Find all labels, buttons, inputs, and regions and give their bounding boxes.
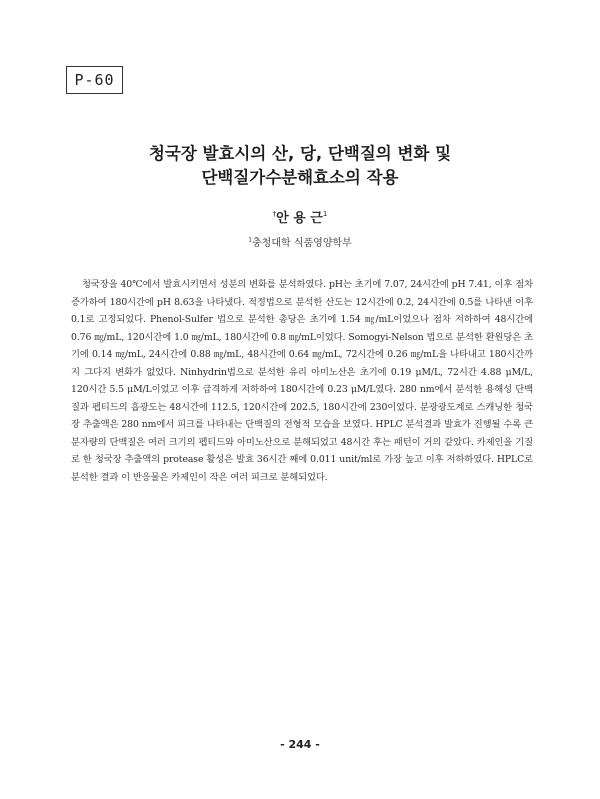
abstract-body: 청국장을 40℃에서 발효시키면서 성분의 변화를 분석하였다. pH는 초기에 7.07, 24시간에 pH 7.41, 이후 점차 증가하여 180시간에 pH 8.63을 나타냈다. 적정법으로 분석한 산도는 12시간에 0.2, 24시간에 0.5를 나타낸 이후 0.1로 고정되었다. Phenol-Sulfer 법으로 분석한 총당은 초기에 1.54 ㎎/mL이었으나 점차 저하하여 48시간에 0.76 ㎎/mL, 120시간에 1.0 ㎎/mL, 180시간에 0.8 ㎎/mL이었다. Somogyi-Nelson 법으로 분석한 환원당은 초기에 0.14 ㎎/mL, 24시간에 0.88 ㎎/mL, 48시간에 0.64 ㎎/mL, 72시간에 0.26 ㎎/mL을 나타내고 180시간까지 그다지 변화가 없었다. Ninhydrin법으로 분석한 유리 아미노산은 초기에 0.19 μM/L, 72시간 4.88 μM/L, 120시간 5.5 μM/L이었고 이후 급격하게 저하하여 180시간에 0.23 μM/L였다. 280 nm에서 분석한 용해성 단백질과 펩티드의 흡광도는 48시간에 112.5, 120시간에 202.5, 180시간에 230이었다. 분광광도계로 스캐닝한 청국장 추출액은 280 nm에서 피크를 나타내는 단백질의 전형적 모습을 보였다. HPLC 분석결과 발효가 진행될 수록 큰 분자량의 단백질은 여러 크기의 펩티드와 아미노산으로 분해되었고 48시간 후는 패턴이 거의 같았다. 카제인을 기질로 한 청국장 추출액의 protease 활성은 발효 36시간 째에 0.011 unit/ml로 가장 높고 이후 저하하였다. HPLC로 분석한 결과 이 반응물은 카제인이 작은 여러 피크로 분해되었다. [71, 279, 533, 483]
affiliation-name: 충청대학 식품영양학부 [252, 238, 352, 249]
paper-title-line2: 단백질가수분해효소의 작용 [201, 168, 399, 187]
author-name: 안 용 근 [276, 211, 323, 226]
author-line [0, 207, 600, 226]
author-affiliation-mark: 1 [322, 210, 328, 218]
page-number: - 244 - [280, 738, 320, 751]
corresponding-author-mark: † [272, 210, 277, 218]
paper-title-line1: 청국장 발효시의 산, 당, 단백질의 변화 및 [148, 144, 452, 163]
paper-code-label: P-60 [66, 66, 123, 94]
affiliation-line [0, 234, 600, 249]
affiliation-mark: 1 [248, 237, 253, 244]
